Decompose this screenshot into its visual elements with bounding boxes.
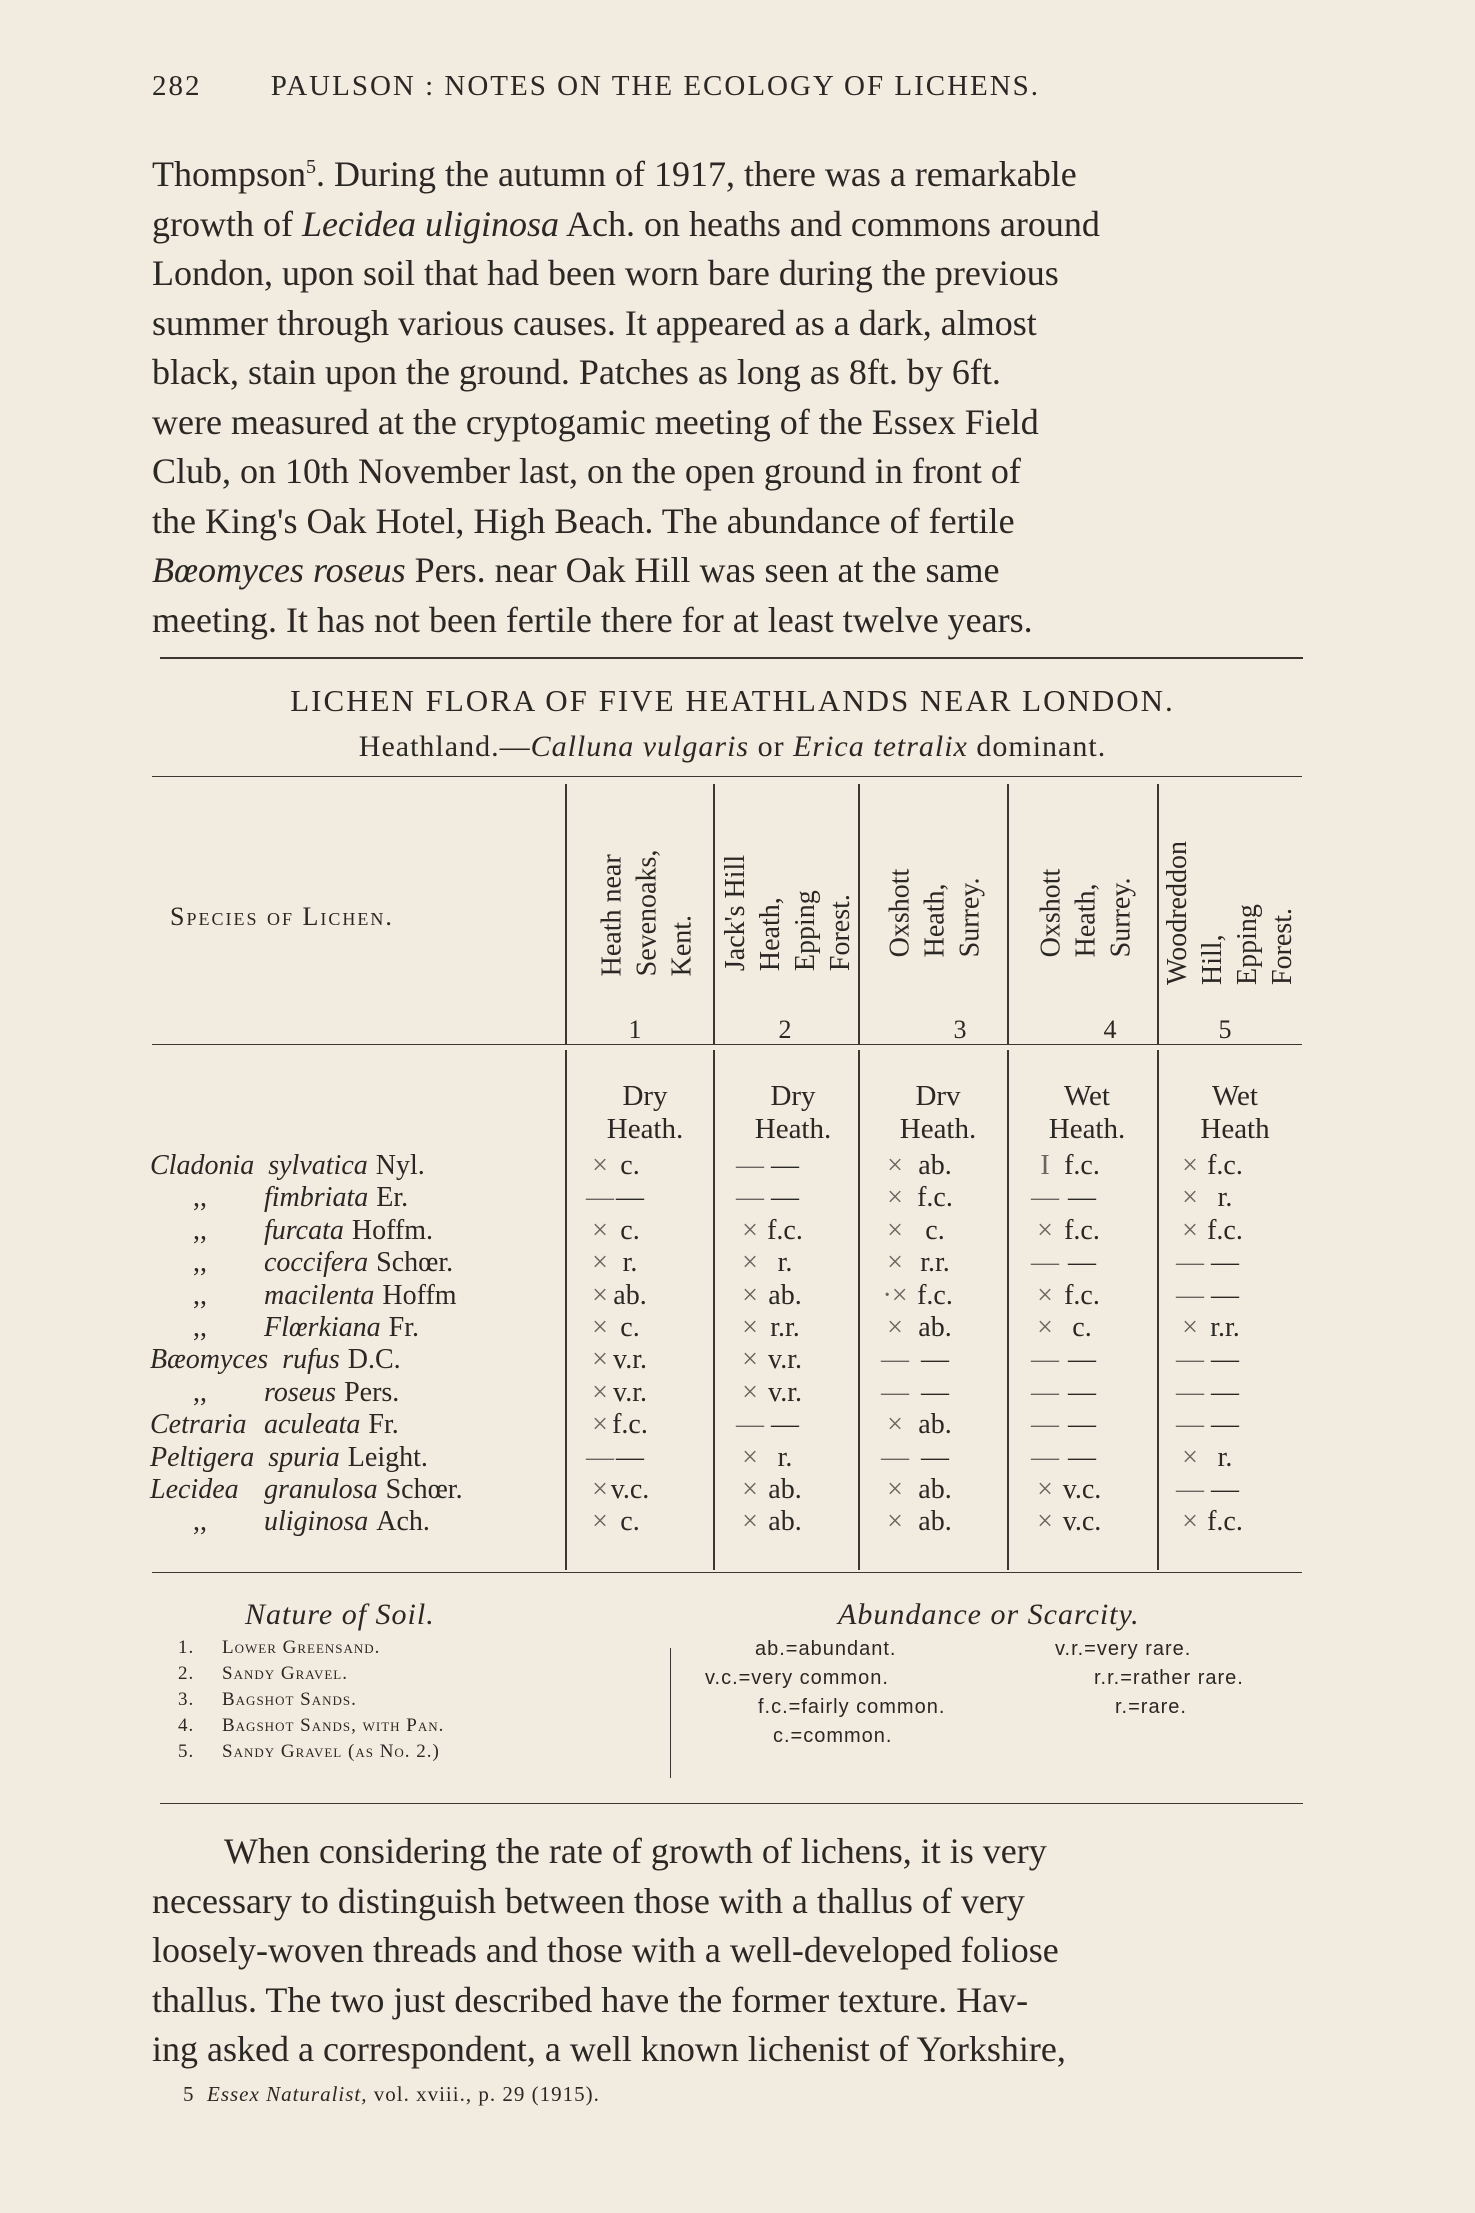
- presence-mark: ×: [742, 1247, 758, 1279]
- abundance-cell: —: [616, 1182, 644, 1214]
- presence-mark: —: [1031, 1441, 1059, 1473]
- abundance-cell: f.c.: [917, 1279, 953, 1311]
- presence-mark: ×: [592, 1409, 608, 1441]
- genus-name: Lecidea: [150, 1474, 239, 1505]
- soil-number: 2.: [178, 1663, 195, 1684]
- genus-name: Bæomyces: [150, 1344, 269, 1376]
- presence-mark: —: [736, 1182, 764, 1214]
- abundance-cell: c.: [620, 1312, 640, 1343]
- presence-mark: ×: [1182, 1182, 1198, 1214]
- abundance-cell: f.c.: [1064, 1150, 1100, 1181]
- text-line: meeting. It has not been fertile there for at least twelve years.: [152, 599, 1033, 640]
- genus-name: Cetraria: [150, 1409, 247, 1441]
- abundance-cell: r.r.: [770, 1312, 800, 1343]
- footnote: [183, 2082, 600, 2107]
- running-header: [152, 70, 1302, 103]
- presence-mark: —: [1176, 1344, 1204, 1376]
- abundance-cell: —: [921, 1344, 949, 1376]
- genus-name: ,,: [193, 1247, 207, 1279]
- col-name-line: Forest.: [1267, 907, 1298, 985]
- table-top-rule: [160, 657, 1303, 659]
- abundance-cell: —: [1068, 1376, 1096, 1408]
- presence-mark: —: [881, 1344, 909, 1376]
- presence-mark: —: [586, 1182, 614, 1214]
- abundance-cell: r.: [777, 1441, 793, 1473]
- column-header-5: [1150, 800, 1310, 1025]
- species-epithet: sylvatica: [268, 1150, 368, 1181]
- text-line: ing asked a correspondent, a well known lichenist of Yorkshire,: [152, 2029, 1066, 2069]
- soil-item: [178, 1715, 444, 1737]
- col-name-line: Surrey.: [954, 877, 986, 957]
- habitat-label: [1160, 1080, 1310, 1146]
- presence-mark: ×: [592, 1150, 608, 1181]
- subtitle-text: dominant.: [967, 730, 1107, 763]
- species-epithet: fimbriata: [264, 1182, 369, 1214]
- abundance-cell: f.c.: [612, 1409, 648, 1441]
- table-row: [0, 1442, 1475, 1474]
- presence-mark: ×: [742, 1214, 758, 1246]
- text-line: loosely-woven threads and those with a well-developed foliose: [152, 1930, 1059, 1970]
- abundance-cell: v.c.: [610, 1474, 650, 1505]
- abundance-cell: —: [1211, 1376, 1239, 1408]
- species-name: Erica tetralix: [793, 730, 968, 763]
- species-cell: [150, 1215, 433, 1247]
- col-name-line: Epping: [790, 889, 821, 971]
- text-line: were measured at the cryptogamic meeting of the Essex Field: [152, 401, 1039, 442]
- abundance-cell: f.c.: [1207, 1506, 1243, 1538]
- habitat-line: Wet: [1064, 1080, 1110, 1112]
- species-epithet: Flœrkiana: [264, 1312, 381, 1343]
- table-row: [0, 1474, 1475, 1506]
- table-subtitle: [160, 730, 1305, 764]
- habitat-label: [570, 1080, 720, 1146]
- presence-mark: —: [881, 1441, 909, 1473]
- column-header-3: [855, 800, 1015, 1025]
- presence-mark: ×: [742, 1376, 758, 1408]
- col-name-line: Epping: [1232, 903, 1263, 985]
- species-name: Calluna vulgaris: [530, 730, 750, 763]
- abundance-cell: v.c.: [1062, 1474, 1102, 1505]
- species-cell: [150, 1312, 419, 1344]
- soil-number: 3.: [178, 1689, 195, 1710]
- column-number: 2: [778, 1015, 792, 1044]
- presence-mark: ×: [742, 1506, 758, 1538]
- notes-divider: [670, 1648, 671, 1778]
- col-name-line: Kent.: [666, 914, 698, 976]
- species-name: Lecidea uliginosa: [301, 203, 559, 244]
- abundance-cell: —: [771, 1150, 799, 1181]
- abundance-key: r.=rare.: [1115, 1696, 1187, 1718]
- genus-name: ,,: [193, 1182, 207, 1214]
- top-paragraph: [152, 150, 1304, 645]
- abundance-cell: ab.: [613, 1279, 647, 1311]
- presence-mark: ×: [887, 1214, 903, 1246]
- table-row: [0, 1150, 1475, 1182]
- presence-mark: ×: [1037, 1279, 1053, 1311]
- abundance-cell: ab.: [768, 1279, 802, 1311]
- table-title: LICHEN FLORA OF FIVE HEATHLANDS NEAR LONDON.: [290, 683, 1175, 718]
- presence-mark: —: [736, 1150, 764, 1181]
- presence-mark: ×: [1037, 1474, 1053, 1505]
- page-number: 282: [152, 70, 202, 102]
- species-cell: [150, 1377, 399, 1409]
- presence-mark: ×: [592, 1344, 608, 1376]
- text-line: When considering the rate of growth of lichens, it is very: [224, 1831, 1047, 1871]
- abundance-cell: ab.: [918, 1474, 952, 1505]
- presence-mark: ×: [742, 1344, 758, 1376]
- soil-item: [178, 1637, 380, 1659]
- abundance-cell: —: [1211, 1474, 1239, 1505]
- author-abbrev: D.C.: [347, 1344, 401, 1376]
- abundance-cell: c.: [1072, 1312, 1092, 1343]
- abundance-cell: ab.: [768, 1506, 802, 1538]
- author-abbrev: Fr.: [388, 1312, 420, 1343]
- author-abbrev: Nyl.: [375, 1150, 425, 1181]
- habitat-line: Heath.: [899, 1113, 977, 1145]
- presence-mark: I: [1040, 1150, 1050, 1181]
- species-cell: [150, 1247, 453, 1279]
- col-name-line: Sevenoaks,: [631, 849, 663, 976]
- abundance-cell: r.r.: [1210, 1312, 1240, 1343]
- presence-mark: —: [1176, 1409, 1204, 1441]
- presence-mark: ×: [887, 1506, 903, 1538]
- column-number: 1: [628, 1015, 642, 1044]
- presence-mark: ×: [592, 1279, 608, 1311]
- presence-mark: —: [1031, 1182, 1059, 1214]
- author-abbrev: Er.: [376, 1182, 409, 1214]
- soil-text: Lower Greensand.: [222, 1637, 381, 1658]
- abundance-cell: c.: [925, 1214, 945, 1246]
- presence-mark: ×: [887, 1312, 903, 1343]
- author-abbrev: Fr.: [368, 1409, 399, 1441]
- species-cell: [150, 1344, 401, 1376]
- col-name-line: Heath,: [755, 896, 786, 971]
- genus-name: ,,: [193, 1214, 207, 1246]
- soil-text: Sandy Gravel.: [222, 1663, 348, 1684]
- habitat-line: Heath.: [606, 1113, 684, 1145]
- col-name-line: Forest.: [825, 893, 856, 971]
- presence-mark: —: [586, 1441, 614, 1473]
- abundance-key: v.r.=very rare.: [1055, 1638, 1192, 1660]
- soil-title: Nature of Soil.: [245, 1598, 435, 1631]
- abundance-cell: r.: [622, 1247, 638, 1279]
- presence-mark: ×: [742, 1312, 758, 1343]
- abundance-title: Abundance or Scarcity.: [838, 1598, 1140, 1631]
- text-line: necessary to distinguish between those with a thallus of very: [152, 1880, 1025, 1921]
- presence-mark: ×: [592, 1474, 608, 1505]
- presence-mark: ×: [1037, 1506, 1053, 1538]
- abundance-cell: r.r.: [920, 1247, 950, 1279]
- abundance-cell: c.: [620, 1506, 640, 1538]
- text-line: . During the autumn of 1917, there was a remarkable: [316, 154, 1077, 194]
- col-name-line: Jack's Hill: [720, 854, 751, 971]
- species-column-header: Species of Lichen.: [170, 902, 394, 931]
- soil-text: Bagshot Sands, with Pan.: [222, 1715, 445, 1736]
- abundance-key: r.r.=rather rare.: [1094, 1667, 1244, 1689]
- footnote-ref: 5: [306, 156, 317, 178]
- presence-mark: —: [1176, 1376, 1204, 1408]
- abundance-cell: ab.: [918, 1506, 952, 1538]
- species-cell: [150, 1442, 428, 1474]
- abundance-cell: r.: [777, 1247, 793, 1279]
- text-line: London, upon soil that had been worn bare during the previous: [152, 253, 1059, 293]
- table-row: [0, 1409, 1475, 1441]
- abundance-cell: v.r.: [768, 1376, 802, 1408]
- presence-mark: ×: [887, 1247, 903, 1279]
- subtitle-text: Heathland.—: [358, 730, 531, 763]
- abundance-cell: r.: [1217, 1441, 1233, 1473]
- author-abbrev: Pers.: [344, 1376, 400, 1408]
- abundance-cell: c.: [620, 1214, 640, 1246]
- abundance-cell: —: [1211, 1344, 1239, 1376]
- presence-mark: ×: [887, 1409, 903, 1441]
- column-header-1: [567, 800, 727, 1025]
- abundance-cell: —: [1068, 1247, 1096, 1279]
- journal-name: Essex Naturalist,: [207, 2082, 368, 2106]
- species-epithet: macilenta: [264, 1279, 375, 1311]
- habitat-line: Heath: [1200, 1113, 1270, 1145]
- col-name-line: Heath,: [919, 882, 951, 957]
- col-name-line: Heath near: [596, 853, 628, 976]
- abundance-cell: —: [921, 1376, 949, 1408]
- habitat-line: Heath.: [1048, 1113, 1126, 1145]
- abundance-cell: —: [1211, 1247, 1239, 1279]
- habitat-line: Dry: [622, 1080, 668, 1112]
- author-abbrev: Schœr.: [385, 1474, 463, 1505]
- genus-name: ,,: [193, 1376, 207, 1408]
- presence-mark: —: [1176, 1247, 1204, 1279]
- table-row: [0, 1247, 1475, 1279]
- presence-mark: ×: [742, 1441, 758, 1473]
- soil-item: [178, 1741, 440, 1763]
- abundance-key: v.c.=very common.: [705, 1667, 889, 1689]
- abundance-key: f.c.=fairly common.: [758, 1696, 946, 1718]
- presence-mark: ×: [1182, 1506, 1198, 1538]
- presence-mark: ×: [592, 1247, 608, 1279]
- presence-mark: ·×: [882, 1279, 908, 1311]
- abundance-cell: —: [771, 1182, 799, 1214]
- genus-name: ,,: [193, 1279, 207, 1311]
- soil-number: 1.: [178, 1637, 195, 1658]
- table-row: [0, 1377, 1475, 1409]
- notes-bottom-rule: [160, 1803, 1303, 1804]
- species-epithet: coccifera: [264, 1247, 369, 1279]
- author-abbrev: Leight.: [347, 1441, 428, 1473]
- genus-name: ,,: [193, 1312, 207, 1343]
- text-line: black, stain upon the ground. Patches as long as 8ft. by 6ft.: [152, 352, 1001, 392]
- presence-mark: ×: [592, 1214, 608, 1246]
- text-line: thallus. The two just described have the former texture. Hav-: [152, 1979, 1029, 2020]
- abundance-cell: ab.: [768, 1474, 802, 1505]
- species-epithet: roseus: [264, 1376, 337, 1408]
- presence-mark: ×: [1182, 1214, 1198, 1246]
- presence-mark: —: [1031, 1344, 1059, 1376]
- col-name-line: Oxshott: [884, 868, 916, 957]
- footnote-text: vol. xviii., p. 29 (1915).: [373, 2082, 600, 2106]
- presence-mark: ×: [1182, 1150, 1198, 1181]
- species-epithet: aculeata: [264, 1409, 361, 1441]
- presence-mark: ×: [887, 1182, 903, 1214]
- presence-mark: ×: [592, 1376, 608, 1408]
- habitat-label: [863, 1080, 1013, 1146]
- presence-mark: —: [736, 1409, 764, 1441]
- presence-mark: —: [1176, 1279, 1204, 1311]
- soil-number: 5.: [178, 1741, 195, 1762]
- habitat-label: [1012, 1080, 1162, 1146]
- soil-item: [178, 1689, 357, 1711]
- text-line: Ach. on heaths and commons around: [558, 203, 1100, 244]
- author-abbrev: Schœr.: [376, 1247, 454, 1279]
- species-cell: [150, 1506, 430, 1538]
- soil-text: Bagshot Sands.: [222, 1689, 357, 1710]
- abundance-key: c.=common.: [773, 1725, 893, 1747]
- soil-text: Sandy Gravel (as No. 2.): [222, 1741, 440, 1762]
- abundance-cell: —: [1211, 1409, 1239, 1441]
- species-name: Bœomyces roseus: [152, 550, 406, 590]
- species-epithet: granulosa: [264, 1474, 378, 1505]
- habitat-line: Dry: [770, 1080, 816, 1112]
- abundance-cell: f.c.: [767, 1214, 803, 1246]
- abundance-cell: c.: [620, 1150, 640, 1181]
- abundance-cell: —: [1068, 1409, 1096, 1441]
- text-line: the King's Oak Hotel, High Beach. The abundance of fertile: [152, 500, 1015, 541]
- species-epithet: uliginosa: [264, 1506, 369, 1538]
- running-title: PAULSON : NOTES ON THE ECOLOGY OF LICHENS.: [270, 70, 1041, 102]
- col-name-line: Hill,: [1197, 933, 1228, 985]
- abundance-cell: f.c.: [1207, 1150, 1243, 1181]
- col-name-line: Heath,: [1070, 882, 1102, 957]
- table-row: [0, 1280, 1475, 1312]
- column-number: 3: [953, 1015, 967, 1044]
- abundance-cell: f.c.: [1207, 1214, 1243, 1246]
- abundance-cell: —: [1068, 1182, 1096, 1214]
- species-epithet: furcata: [264, 1214, 344, 1246]
- table-row: [0, 1506, 1475, 1538]
- column-number: 5: [1218, 1015, 1232, 1044]
- abundance-cell: f.c.: [1064, 1279, 1100, 1311]
- subtitle-text: or: [749, 730, 794, 763]
- presence-mark: ×: [887, 1150, 903, 1181]
- abundance-cell: v.r.: [768, 1344, 802, 1376]
- abundance-cell: v.r.: [613, 1376, 647, 1408]
- species-cell: [150, 1409, 399, 1441]
- genus-name: ,,: [193, 1506, 207, 1538]
- bottom-paragraph: [152, 1827, 1304, 2075]
- abundance-cell: —: [616, 1441, 644, 1473]
- col-name-line: Oxshott: [1035, 868, 1067, 957]
- table-row: [0, 1344, 1475, 1376]
- presence-mark: ×: [592, 1312, 608, 1343]
- author-abbrev: Hoffm: [382, 1279, 457, 1311]
- table-row: [0, 1182, 1475, 1214]
- soil-item: [178, 1663, 348, 1685]
- presence-mark: —: [1031, 1376, 1059, 1408]
- habitat-line: Wet: [1212, 1080, 1258, 1112]
- abundance-cell: —: [771, 1409, 799, 1441]
- habitat-line: Heath.: [754, 1113, 832, 1145]
- abundance-cell: ab.: [918, 1409, 952, 1441]
- species-cell: [150, 1150, 425, 1182]
- table-header-rule: [152, 776, 1302, 777]
- col-name-line: Surrey.: [1105, 877, 1137, 957]
- species-cell: [150, 1280, 457, 1312]
- abundance-cell: r.: [1217, 1182, 1233, 1214]
- genus-name: Cladonia: [150, 1150, 255, 1181]
- species-epithet: spuria: [268, 1441, 340, 1473]
- abundance-cell: v.r.: [613, 1344, 647, 1376]
- text-line: summer through various causes. It appeared as a dark, almost: [152, 302, 1037, 343]
- abundance-cell: v.c.: [1062, 1506, 1102, 1538]
- species-cell: [150, 1474, 463, 1506]
- column-number: 4: [1103, 1015, 1117, 1044]
- presence-mark: ×: [742, 1279, 758, 1311]
- abundance-cell: —: [921, 1441, 949, 1473]
- abundance-key: ab.=abundant.: [755, 1638, 897, 1660]
- author-abbrev: Hoffm.: [351, 1214, 433, 1246]
- species-epithet: rufus: [282, 1344, 340, 1376]
- column-header-2: [708, 800, 868, 1025]
- footnote-number: 5: [183, 2082, 195, 2106]
- presence-mark: ×: [887, 1474, 903, 1505]
- text-line: Pers. near Oak Hill was seen at the same: [405, 550, 1000, 590]
- abundance-cell: —: [1068, 1344, 1096, 1376]
- soil-number: 4.: [178, 1715, 195, 1736]
- abundance-cell: f.c.: [917, 1182, 953, 1214]
- habitat-label: [718, 1080, 868, 1146]
- col-name-line: Woodreddon: [1162, 840, 1193, 985]
- genus-name: Peltigera: [150, 1441, 255, 1473]
- presence-mark: —: [1031, 1247, 1059, 1279]
- table-bottom-rule: [152, 1572, 1302, 1573]
- presence-mark: ×: [1037, 1312, 1053, 1343]
- table-row: [0, 1312, 1475, 1344]
- presence-mark: —: [881, 1376, 909, 1408]
- text-line: Thompson: [152, 154, 307, 194]
- species-cell: [150, 1182, 408, 1214]
- abundance-cell: ab.: [918, 1312, 952, 1343]
- text-line: growth of: [152, 203, 302, 244]
- abundance-cell: —: [1211, 1279, 1239, 1311]
- abundance-cell: ab.: [918, 1150, 952, 1181]
- column-header-4: [1006, 800, 1166, 1025]
- presence-mark: ×: [1182, 1312, 1198, 1343]
- author-abbrev: Ach.: [376, 1506, 430, 1538]
- presence-mark: —: [1031, 1409, 1059, 1441]
- text-line: Club, on 10th November last, on the open ground in front of: [152, 451, 1021, 491]
- presence-mark: ×: [1182, 1441, 1198, 1473]
- presence-mark: ×: [1037, 1214, 1053, 1246]
- habitat-line: Drv: [915, 1080, 961, 1112]
- abundance-cell: —: [1068, 1441, 1096, 1473]
- presence-mark: ×: [592, 1506, 608, 1538]
- abundance-cell: f.c.: [1064, 1214, 1100, 1246]
- presence-mark: ×: [742, 1474, 758, 1505]
- presence-mark: —: [1176, 1474, 1204, 1505]
- table-row: [0, 1215, 1475, 1247]
